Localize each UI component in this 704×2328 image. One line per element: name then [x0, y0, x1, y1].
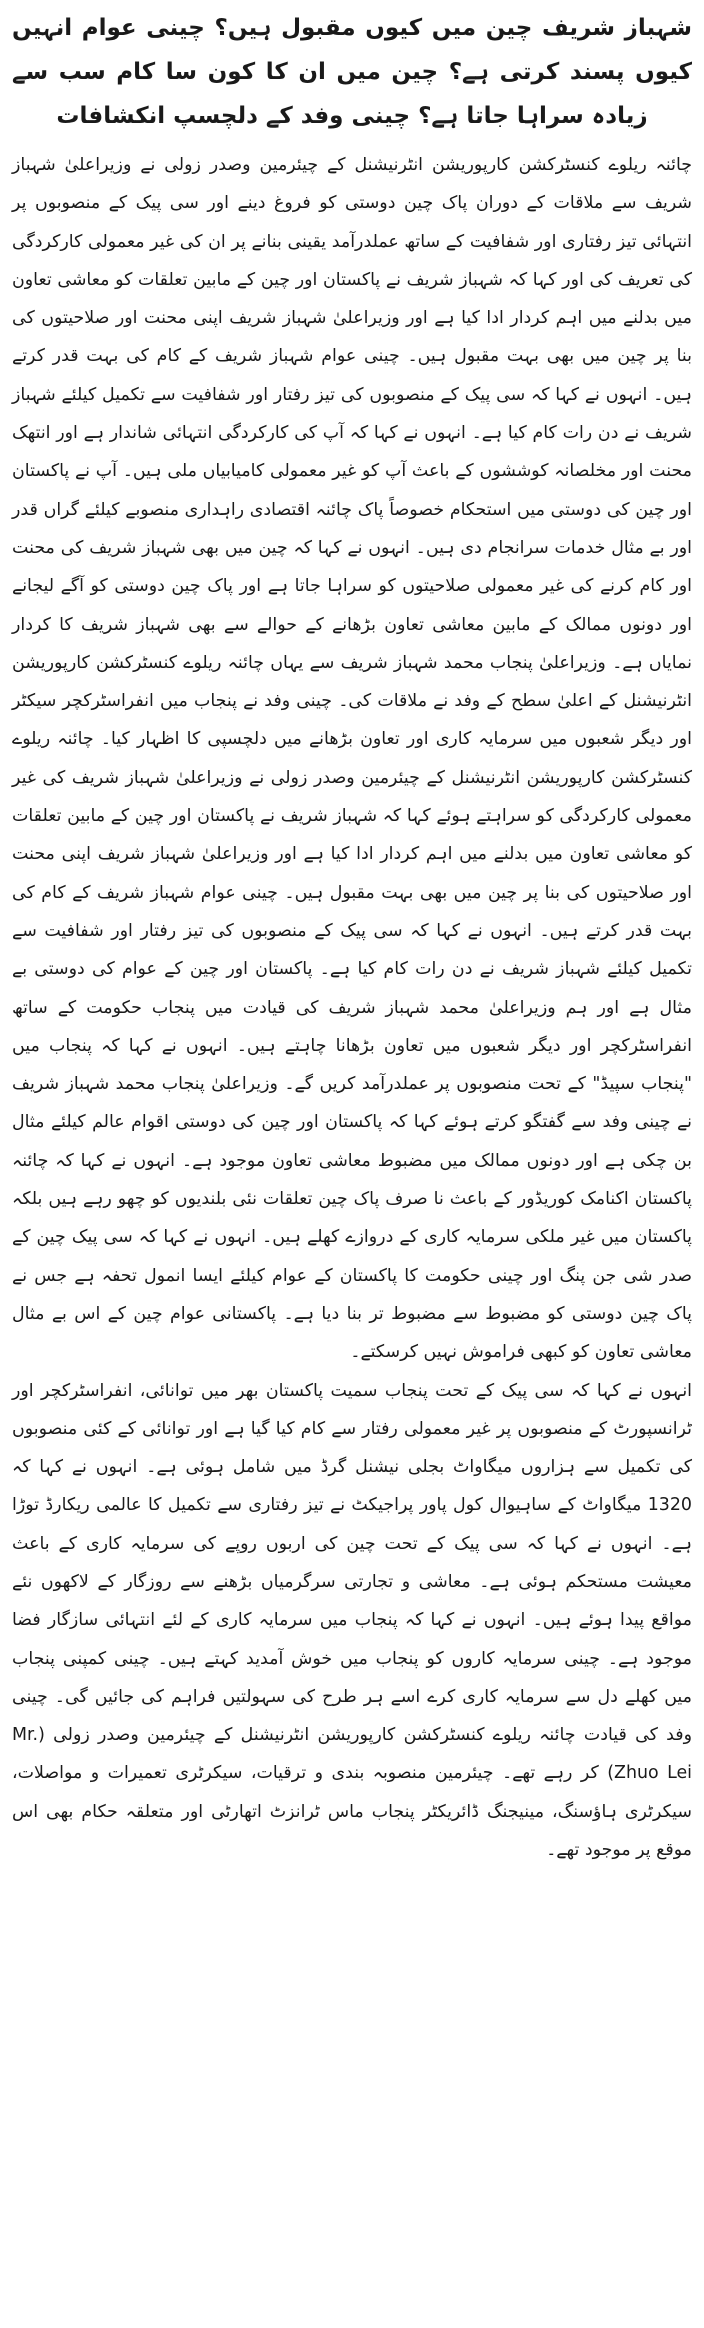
article-body: [12, 146, 692, 1869]
article-paragraph: چائنہ ریلوے کنسٹرکشن کارپوریشن انٹرنیشنل کے چیئرمین وصدر زولی نے وزیراعلیٰ شہباز شریف سے ملاقات کے دوران پاک چین دوستی کو فروغ دینے اور سی پیک کے منصوبوں پر انتہائی تیز رفتاری اور شفافیت کے ساتھ عملدرآمد یقینی بنانے پر ان کی غیر معمولی کارکردگی کی تعریف کی اور کہا کہ شہباز شریف نے پاکستان اور چین کے مابین تعلقات کو معاشی تعاون میں بدلنے میں اہم کردار ادا کیا ہے اور وزیراعلیٰ شہباز شریف اپنی محنت اور صلاحیتوں کی بنا پر چین میں بھی بہت مقبول ہیں۔ چینی عوام شہباز شریف کے کام کی بہت قدر کرتے ہیں۔ انہوں نے کہا کہ سی پیک کے منصوبوں کی تیز رفتار اور شفافیت سے تکمیل کیلئے شہباز شریف نے دن رات کام کیا ہے۔ انہوں نے کہا کہ آپ کی کارکردگی انتہائی شاندار ہے اور انتھک محنت اور مخلصانہ کوششوں کے باعث آپ کو غیر معمولی کامیابیاں ملی ہیں۔ آپ نے پاکستان اور چین کی دوستی میں استحکام خصوصاً پاک چائنہ اقتصادی راہداری منصوبے کیلئے گراں قدر اور بے مثال خدمات سرانجام دی ہیں۔ انہوں نے کہا کہ چین میں بھی شہباز شریف کی محنت اور کام کرنے کی غیر معمولی صلاحیتوں کو سراہا جاتا ہے اور پاک چین دوستی کو آگے لیجانے اور دونوں ممالک کے مابین معاشی تعاون بڑھانے کے حوالے سے بھی شہباز شریف کا کردار نمایاں ہے۔ وزیراعلیٰ پنجاب محمد شہباز شریف سے یہاں چائنہ ریلوے کنسٹرکشن کارپوریشن انٹرنیشنل کے اعلیٰ سطح کے وفد نے ملاقات کی۔ چینی وفد نے پنجاب میں انفراسٹرکچر سیکٹر اور دیگر شعبوں میں سرمایہ کاری اور تعاون بڑھانے میں دلچسپی کا اظہار کیا۔ چائنہ ریلوے کنسٹرکشن کارپوریشن انٹرنیشنل کے چیئرمین وصدر زولی نے وزیراعلیٰ شہباز شریف کی غیر معمولی کارکردگی کو سراہتے ہوئے کہا کہ شہباز شریف نے پاکستان اور چین کے مابین تعلقات کو معاشی تعاون میں بدلنے میں اہم کردار ادا کیا ہے اور وزیراعلیٰ شہباز شریف اپنی محنت اور صلاحیتوں کی بنا پر چین میں بھی بہت مقبول ہیں۔ چینی عوام شہباز شریف کے کام کی بہت قدر کرتے ہیں۔ انہوں نے کہا کہ سی پیک کے منصوبوں کی تیز رفتار اور شفافیت سے تکمیل کیلئے شہباز شریف نے دن رات کام کیا ہے۔ پاکستان اور چین کے عوام کی دوستی بے مثال ہے اور ہم وزیراعلیٰ محمد شہباز شریف کی قیادت میں پنجاب حکومت کے ساتھ انفراسٹرکچر اور دیگر شعبوں میں تعاون بڑھانا چاہتے ہیں۔ انہوں نے کہا کہ پنجاب میں "پنجاب سپیڈ" کے تحت منصوبوں پر عملدرآمد کریں گے۔ وزیراعلیٰ پنجاب محمد شہباز شریف نے چینی وفد سے گفتگو کرتے ہوئے کہا کہ پاکستان اور چین کی دوستی اقوام عالم کیلئے مثال بن چکی ہے اور دونوں ممالک میں مضبوط معاشی تعاون موجود ہے۔ انہوں نے کہا کہ چائنہ پاکستان اکنامک کوریڈور کے باعث نا صرف پاک چین تعلقات نئی بلندیوں کو چھو رہے ہیں بلکہ پاکستان میں غیر ملکی سرمایہ کاری کے دروازے کھلے ہیں۔ انہوں نے کہا کہ سی پیک چین کے صدر شی جن پنگ اور چینی حکومت کا پاکستان کے عوام کیلئے ایسا انمول تحفہ ہے جس نے پاک چین دوستی کو مضبوط سے مضبوط تر بنا دیا ہے۔ پاکستانی عوام چین کے اس بے مثال معاشی تعاون کو کبھی فراموش نہیں کرسکتے۔: [12, 155, 692, 1363]
article-headline: شہباز شریف چین میں کیوں مقبول ہیں؟ چینی عوام انہیں کیوں پسند کرتی ہے؟ چین میں ان کا کون سا کام سب سے زیادہ سراہا جاتا ہے؟ چینی وفد کے دلچسپ انکشافات: [12, 15, 692, 129]
article-paragraph: انہوں نے کہا کہ سی پیک کے تحت پنجاب سمیت پاکستان بھر میں توانائی، انفراسٹرکچر اور ٹرانسپورٹ کے منصوبوں پر غیر معمولی رفتار سے کام کیا گیا ہے اور توانائی کے کئی منصوبوں کی تکمیل سے ہزاروں میگاواٹ بجلی نیشنل گرڈ میں شامل ہوئی ہے۔ انہوں نے کہا کہ 1320 میگاواٹ کے ساہیوال کول پاور پراجیکٹ نے تیز رفتاری سے تکمیل کا عالمی ریکارڈ توڑا ہے۔ انہوں نے کہا کہ سی پیک کے تحت چین کی اربوں روپے کی سرمایہ کاری کے باعث معیشت مستحکم ہوئی ہے۔ معاشی و تجارتی سرگرمیاں بڑھنے سے روزگار کے لاکھوں نئے مواقع پیدا ہوئے ہیں۔ انہوں نے کہا کہ پنجاب میں سرمایہ کاری کے لئے انتہائی سازگار فضا موجود ہے۔ چینی سرمایہ کاروں کو پنجاب میں خوش آمدید کہتے ہیں۔ چینی کمپنی پنجاب میں کھلے دل سے سرمایہ کاری کرے اسے ہر طرح کی سہولتیں فراہم کی جائیں گی۔ چینی وفد کی قیادت چائنہ ریلوے کنسٹرکشن کارپوریشن انٹرنیشنل کے چیئرمین وصدر زولی (Mr. Zhuo Lei) کر رہے تھے۔ چیئرمین منصوبہ بندی و ترقیات، سیکرٹری تعمیرات و مواصلات، سیکرٹری ہاؤسنگ، مینیجنگ ڈائریکٹر پنجاب ماس ٹرانزٹ اتھارٹی اور متعلقہ حکام بھی اس موقع پر موجود تھے۔: [12, 1380, 692, 1861]
